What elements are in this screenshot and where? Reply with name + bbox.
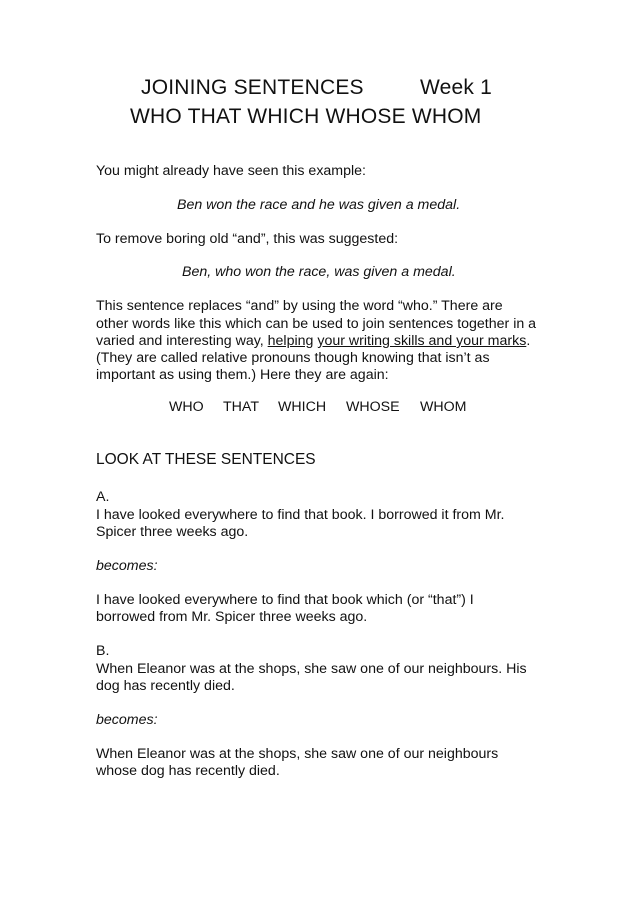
intro-line-1: You might already have seen this example: xyxy=(96,163,366,179)
example-b-label: B. xyxy=(96,643,110,659)
example-a-line-2: Spicer three weeks ago. xyxy=(96,524,249,540)
title-joining-sentences: JOINING SENTENCES xyxy=(141,76,364,99)
pronoun-that: THAT xyxy=(223,399,259,415)
paragraph-line-4: (They are called relative pronouns though knowing that isn’t as xyxy=(96,350,490,366)
example-b-becomes: becomes: xyxy=(96,712,158,728)
title-relative-pronouns: WHO THAT WHICH WHOSE WHOM xyxy=(130,105,482,128)
example-b-result-line-2: whose dog has recently died. xyxy=(96,763,280,779)
example-b-result-line-1: When Eleanor was at the shops, she saw one of our neighbours xyxy=(96,746,499,762)
paragraph-period: . xyxy=(526,333,531,349)
example-b-line-2: dog has recently died. xyxy=(96,678,235,694)
paragraph-line-1: This sentence replaces “and” by using the word “who.” There are xyxy=(96,298,503,314)
example-b-line-1: When Eleanor was at the shops, she saw one of our neighbours. His xyxy=(96,661,527,677)
example-sentence-1: Ben won the race and he was given a medal. xyxy=(177,197,461,213)
pronoun-who: WHO xyxy=(169,399,204,415)
example-a-label: A. xyxy=(96,489,110,505)
paragraph-line-5: important as using them.) Here they are again: xyxy=(96,367,389,383)
example-a-becomes: becomes: xyxy=(96,558,158,574)
paragraph-line-3 xyxy=(96,333,530,349)
section-heading: LOOK AT THESE SENTENCES xyxy=(96,451,316,468)
example-sentence-2: Ben, who won the race, was given a medal. xyxy=(182,264,456,280)
pronoun-whose: WHOSE xyxy=(346,399,400,415)
pronoun-which: WHICH xyxy=(278,399,327,415)
example-a-result-line-2: borrowed from Mr. Spicer three weeks ago. xyxy=(96,609,368,625)
pronoun-whom: WHOM xyxy=(420,399,467,415)
example-a-result-line-1: I have looked everywhere to find that book which (or “that”) I xyxy=(96,592,474,608)
underlined-writing-skills: your writing skills and your marks xyxy=(317,333,527,349)
example-a-line-1: I have looked everywhere to find that book. I borrowed it from Mr. xyxy=(96,507,505,523)
intro-line-2: To remove boring old “and”, this was suggested: xyxy=(96,231,399,247)
underlined-helping: helping xyxy=(267,333,314,349)
paragraph-text: varied and interesting way, xyxy=(96,333,268,349)
title-week: Week 1 xyxy=(420,76,493,99)
paragraph-line-2: other words like this which can be used to join sentences together in a xyxy=(96,316,537,332)
